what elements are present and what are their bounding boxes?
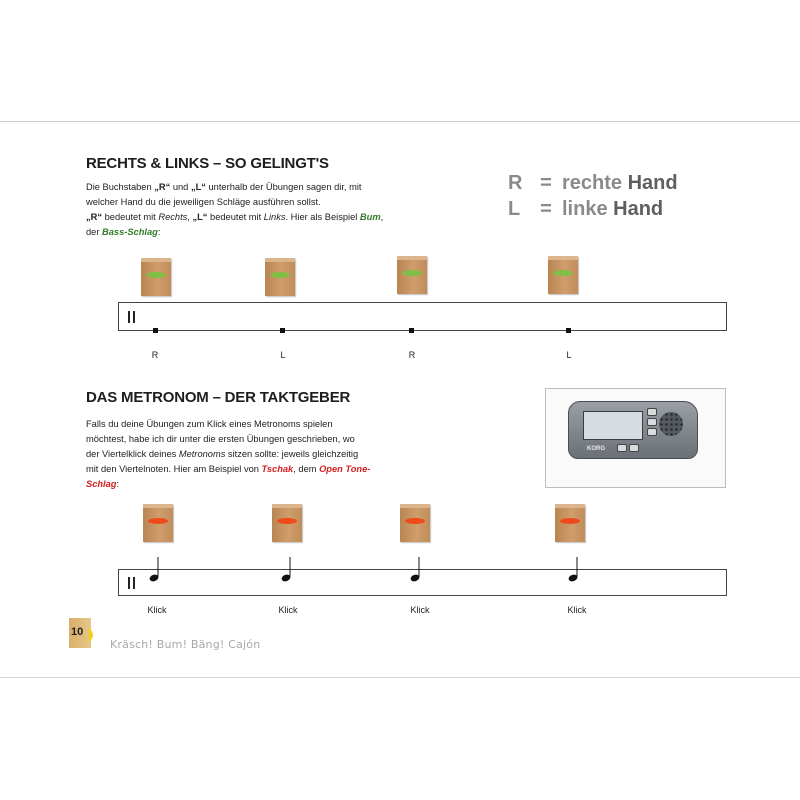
cajon-open-tone-image (272, 504, 302, 542)
hand-label: R (408, 350, 416, 360)
metronome-button (647, 428, 657, 436)
bass-spot-icon (146, 272, 166, 278)
cajon-bass-image (548, 256, 578, 294)
page-number-badge (69, 618, 91, 648)
cajon-open-tone-image (400, 504, 430, 542)
quarter-note-icon (409, 556, 423, 584)
intro-paragraph-rechts-links: Die Buchstaben „R“ und „L“ unterhalb der Übungen sagen dir, mit welcher Hand du die jeweiligen Schläge ausführen sollst. „R“ bedeutet mit Rechts, „L“ bedeutet mit Links. Hier als Beispiel Bum, der Bass-Schlag: (86, 182, 384, 237)
metronome-button (647, 418, 657, 426)
open-tone-spot-icon (148, 518, 168, 524)
bass-spot-icon (402, 270, 422, 276)
page-edge-top (0, 121, 800, 122)
click-label: Klick (567, 605, 587, 615)
quarter-note-icon (280, 556, 294, 584)
note-head (280, 328, 285, 333)
hand-label: R (151, 350, 159, 360)
quarter-note-icon (148, 556, 162, 584)
section-heading-metronom: DAS METRONOM – DER TAKTGEBER (86, 389, 351, 406)
speaker-grille-icon (659, 412, 683, 436)
hand-label: L (566, 350, 572, 360)
metronome-photo (545, 388, 726, 488)
cajon-bass-image (265, 258, 295, 296)
rhythm-staff-hands (118, 302, 727, 332)
metronome-screen (583, 411, 643, 440)
section-heading-rechts-links: RECHTS & LINKS – SO GELINGT'S (86, 155, 329, 172)
bass-spot-icon (553, 270, 573, 276)
cajon-open-tone-image (143, 504, 173, 542)
cajon-open-tone-image (555, 504, 585, 542)
metronome-button (617, 444, 627, 452)
banana-icon (80, 628, 93, 642)
note-head (566, 328, 571, 333)
metronome-button (647, 408, 657, 416)
open-tone-spot-icon (405, 518, 425, 524)
open-tone-spot-icon (560, 518, 580, 524)
note-head (153, 328, 158, 333)
metronome-button (629, 444, 639, 452)
quarter-note-icon (567, 556, 581, 584)
metronome-brand-logo: KORG (587, 446, 605, 452)
bass-spot-icon (270, 272, 290, 278)
note-head (409, 328, 414, 333)
legend-left-hand: L = linke Hand (508, 198, 664, 220)
page-edge-bottom (0, 677, 800, 678)
legend-right-hand: R = rechte Hand (508, 172, 678, 194)
book-title-footer: Kräsch! Bum! Bäng! Cajón (110, 638, 261, 651)
hand-label: L (280, 350, 286, 360)
click-label: Klick (147, 605, 167, 615)
click-label: Klick (410, 605, 430, 615)
metronome-device-image (568, 401, 698, 459)
intro-paragraph-metronom: Falls du deine Übungen zum Klick eines Metronoms spielen möchtest, habe ich dir unter die ersten Übungen geschrieben, wo der Viertelklick deines Metronoms sitzen sollte: jeweils gleichzeitig mit den Viertelnoten. Hier am Beispiel von Tschak, dem Open Tone- Schlag: (86, 419, 371, 489)
click-label: Klick (278, 605, 298, 615)
page-number: 10 (71, 626, 84, 638)
cajon-bass-image (141, 258, 171, 296)
cajon-bass-image (397, 256, 427, 294)
open-tone-spot-icon (277, 518, 297, 524)
